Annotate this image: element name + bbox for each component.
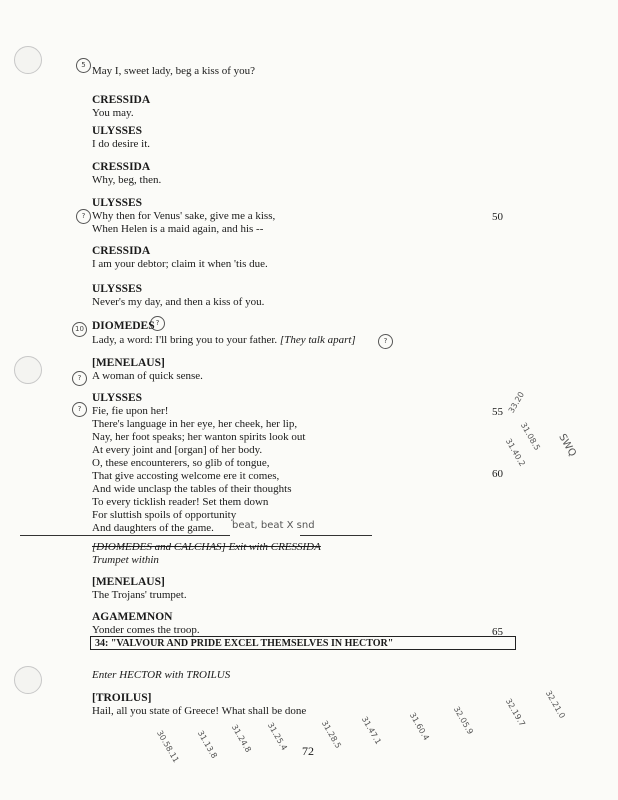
dialogue-line: When Helen is a maid again, and his -- bbox=[92, 223, 264, 235]
dialogue-line: Never's my day, and then a kiss of you. bbox=[92, 296, 265, 308]
handwritten-note: 32.21.0 bbox=[543, 689, 567, 720]
dialogue-line: Why, beg, then. bbox=[92, 174, 162, 186]
handwritten-note: 32.19.7 bbox=[503, 697, 527, 728]
speaker-name: [MENELAUS] bbox=[92, 576, 165, 588]
dialogue-text: Lady, a word: I'll bring you to your father. bbox=[92, 334, 278, 346]
dialogue-line: To every ticklish reader! Set them down bbox=[92, 496, 269, 508]
cue-circle: 5 bbox=[76, 58, 91, 73]
dialogue-line: At every joint and [organ] of her body. bbox=[92, 444, 263, 456]
stage-direction: Trumpet within bbox=[92, 554, 159, 566]
speaker-name: ULYSSES bbox=[92, 125, 143, 137]
dialogue-line: Yonder comes the troop. bbox=[92, 624, 200, 636]
dialogue-line: The Trojans' trumpet. bbox=[92, 589, 187, 601]
handwritten-note: beat, beat X snd bbox=[232, 520, 315, 531]
speaker-name: ULYSSES bbox=[92, 197, 143, 209]
speaker-name: ULYSSES bbox=[92, 283, 143, 295]
cue-circle: ? bbox=[72, 371, 87, 386]
speaker-name: ULYSSES bbox=[92, 392, 143, 404]
cue-circle: 10 bbox=[72, 322, 87, 337]
stage-direction-struck: [DIOMEDES and CALCHAS] Exit with CRESSIDA bbox=[92, 541, 321, 553]
speaker-name: CRESSIDA bbox=[92, 245, 151, 257]
handwritten-note: 31.47.1 bbox=[359, 715, 383, 746]
dialogue-line: A woman of quick sense. bbox=[92, 370, 203, 382]
stage-direction: [They talk apart] bbox=[279, 334, 356, 346]
cue-circle: ? bbox=[76, 209, 91, 224]
speaker-name: AGAMEMNON bbox=[92, 611, 173, 623]
cue-circle: ? bbox=[378, 334, 393, 349]
handwritten-note: 31.24.8 bbox=[229, 723, 253, 754]
handwritten-note: 30.58.11 bbox=[155, 728, 181, 765]
cue-underline bbox=[300, 535, 372, 536]
handwritten-note: 31.40.2 bbox=[503, 437, 527, 468]
dialogue-line bbox=[92, 334, 356, 347]
dialogue-line: Hail, all you state of Greece! What shall be done bbox=[92, 705, 307, 717]
line-number: 55 bbox=[492, 406, 503, 418]
line-number: 65 bbox=[492, 626, 503, 638]
dialogue-line: Why then for Venus' sake, give me a kiss, bbox=[92, 210, 276, 222]
dialogue-line: You may. bbox=[92, 107, 134, 119]
handwritten-note: 31.08.5 bbox=[518, 421, 542, 452]
handwritten-note: 31.28.5 bbox=[319, 719, 343, 750]
dialogue-line: I do desire it. bbox=[92, 138, 151, 150]
speaker-name: DIOMEDES bbox=[92, 320, 155, 332]
dialogue-line: O, these encounterers, so glib of tongue, bbox=[92, 457, 270, 469]
binder-hole bbox=[14, 666, 42, 694]
dialogue-line: For sluttish spoils of opportunity bbox=[92, 509, 237, 521]
dialogue-line: And daughters of the game. bbox=[92, 522, 214, 534]
dialogue-line: Fie, fie upon her! bbox=[92, 405, 169, 417]
handwritten-note: 33.20 bbox=[506, 390, 527, 415]
speaker-name: [MENELAUS] bbox=[92, 357, 165, 369]
binder-hole bbox=[14, 356, 42, 384]
handwritten-note: 32.05.9 bbox=[451, 705, 475, 736]
binder-hole bbox=[14, 46, 42, 74]
page-number: 72 bbox=[302, 744, 314, 758]
handwritten-note: 31.25.4 bbox=[265, 721, 289, 752]
handwritten-note: 31.60.4 bbox=[407, 711, 431, 742]
handwritten-note: SWQ bbox=[556, 432, 578, 459]
cue-circle: ? bbox=[150, 316, 165, 331]
line-number: 50 bbox=[492, 211, 503, 223]
dialogue-line: And wide unclasp the tables of their thoughts bbox=[92, 483, 292, 495]
dialogue-line: I am your debtor; claim it when 'tis due. bbox=[92, 258, 268, 270]
scene-header: 34: "VALVOUR AND PRIDE EXCEL THEMSELVES IN HECTOR" bbox=[90, 636, 516, 650]
dialogue-line: May I, sweet lady, beg a kiss of you? bbox=[92, 65, 256, 77]
line-number: 60 bbox=[492, 468, 503, 480]
dialogue-line: That give accosting welcome ere it comes, bbox=[92, 470, 280, 482]
speaker-name: CRESSIDA bbox=[92, 161, 151, 173]
dialogue-line: Nay, her foot speaks; her wanton spirits look out bbox=[92, 431, 306, 443]
cue-circle: ? bbox=[72, 402, 87, 417]
handwritten-note: 31.13.8 bbox=[195, 729, 219, 760]
speaker-name: [TROILUS] bbox=[92, 692, 152, 704]
dialogue-line: There's language in her eye, her cheek, her lip, bbox=[92, 418, 298, 430]
speaker-name: CRESSIDA bbox=[92, 94, 151, 106]
stage-direction: Enter HECTOR with TROILUS bbox=[92, 669, 231, 681]
cue-underline bbox=[20, 535, 230, 536]
